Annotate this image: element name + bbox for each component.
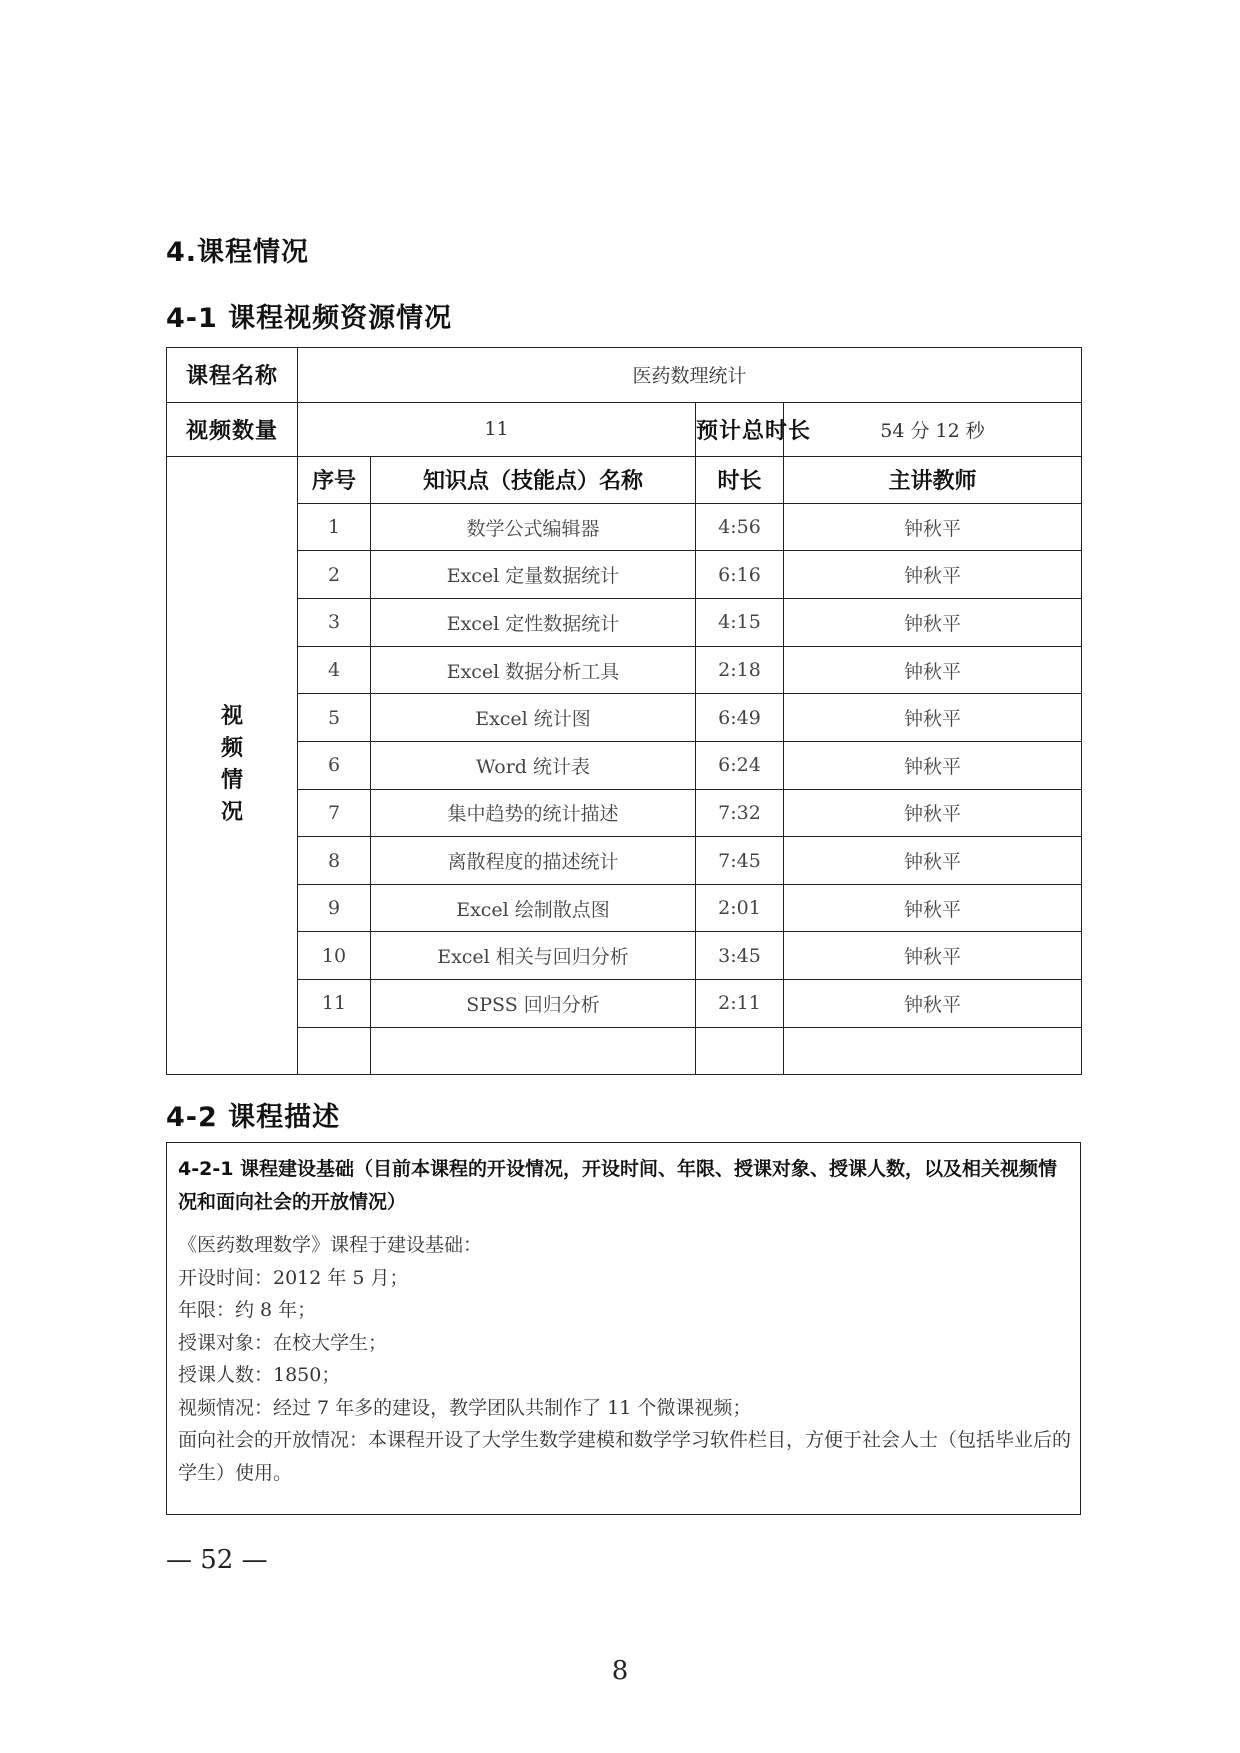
side-label-char: 频	[220, 736, 243, 762]
video-count-row	[167, 402, 1082, 456]
video-table-header-row	[167, 456, 1082, 503]
header-teacher: 主讲教师	[784, 456, 1082, 503]
cell-name: 数学公式编辑器	[371, 503, 696, 551]
cell-no: 6	[298, 741, 371, 789]
cell-name: Excel 相关与回归分析	[371, 932, 696, 980]
table-row	[167, 599, 1082, 647]
cell-no: 4	[298, 646, 371, 694]
cell-duration: 6:24	[696, 741, 784, 789]
cell-teacher: 钟秋平	[784, 980, 1082, 1028]
course-name-row	[167, 348, 1082, 403]
cell-name: Excel 绘制散点图	[371, 884, 696, 932]
cell-name: 离散程度的描述统计	[371, 837, 696, 885]
cell-duration: 2:01	[696, 884, 784, 932]
cell-duration: 6:16	[696, 551, 784, 599]
cell-teacher: 钟秋平	[784, 741, 1082, 789]
cell-name: Word 统计表	[371, 741, 696, 789]
cell-duration: 2:11	[696, 980, 784, 1028]
cell-no: 1	[298, 503, 371, 551]
course-description-box	[166, 1142, 1081, 1515]
cell-name	[371, 1027, 696, 1074]
cell-no: 7	[298, 789, 371, 837]
description-body	[178, 1229, 1073, 1489]
subsection-title-video: 4-1 课程视频资源情况	[166, 303, 453, 334]
page-mark: — 52 —	[166, 1545, 268, 1575]
description-line: 年限：约 8 年；	[178, 1299, 317, 1321]
table-row	[167, 837, 1082, 885]
page-number: 8	[611, 1656, 629, 1686]
cell-name: Excel 数据分析工具	[371, 646, 696, 694]
description-line: 授课对象：在校大学生；	[178, 1331, 388, 1354]
header-duration: 时长	[696, 456, 784, 503]
table-row	[167, 551, 1082, 599]
side-label-char: 视	[220, 704, 243, 730]
video-section-side-label	[167, 456, 298, 1074]
cell-no: 11	[298, 980, 371, 1028]
cell-duration	[696, 1027, 784, 1074]
cell-teacher: 钟秋平	[784, 932, 1082, 980]
cell-duration: 4:56	[696, 503, 784, 551]
empty-row	[167, 1027, 1082, 1074]
cell-no: 5	[298, 694, 371, 742]
cell-teacher: 钟秋平	[784, 646, 1082, 694]
course-name-value: 医药数理统计	[298, 348, 1082, 403]
cell-name: Excel 定量数据统计	[371, 551, 696, 599]
cell-teacher: 钟秋平	[784, 551, 1082, 599]
description-line: 授课人数：1850；	[178, 1364, 341, 1386]
cell-no: 9	[298, 884, 371, 932]
table-row	[167, 932, 1082, 980]
cell-duration: 4:15	[696, 599, 784, 647]
cell-name: Excel 统计图	[371, 694, 696, 742]
total-duration-label: 预计总时长	[696, 402, 784, 456]
table-row	[167, 646, 1082, 694]
description-line: 开设时间：2012 年 5 月；	[178, 1266, 409, 1289]
table-row	[167, 789, 1082, 837]
cell-duration: 7:32	[696, 789, 784, 837]
subsection-title-description: 4-2 课程描述	[166, 1102, 341, 1133]
header-no: 序号	[298, 456, 371, 503]
video-resource-table	[166, 347, 1082, 1075]
table-row	[167, 503, 1082, 551]
cell-duration: 6:49	[696, 694, 784, 742]
cell-duration: 3:45	[696, 932, 784, 980]
cell-duration: 2:18	[696, 646, 784, 694]
course-name-label: 课程名称	[167, 348, 298, 403]
video-count-label: 视频数量	[167, 402, 298, 456]
section-title: 4.课程情况	[166, 237, 310, 268]
video-count-value: 11	[298, 402, 696, 456]
description-heading: 4-2-1 课程建设基础（目前本课程的开设情况，开设时间、年限、授课对象、授课人数，以及相关视频情况和面向社会的开放情况）	[178, 1158, 1058, 1213]
cell-no: 3	[298, 599, 371, 647]
cell-no	[298, 1027, 371, 1074]
cell-teacher: 钟秋平	[784, 503, 1082, 551]
description-line: 视频情况：经过 7 年多的建设，教学团队共制作了 11 个微课视频；	[178, 1396, 752, 1419]
cell-teacher	[784, 1027, 1082, 1074]
total-duration-value: 54 分 12 秒	[784, 402, 1082, 456]
table-row	[167, 694, 1082, 742]
cell-duration: 7:45	[696, 837, 784, 885]
table-row	[167, 884, 1082, 932]
cell-name: 集中趋势的统计描述	[371, 789, 696, 837]
cell-no: 2	[298, 551, 371, 599]
cell-teacher: 钟秋平	[784, 884, 1082, 932]
side-label-char: 况	[220, 800, 243, 826]
cell-name: SPSS 回归分析	[371, 980, 696, 1028]
cell-name: Excel 定性数据统计	[371, 599, 696, 647]
table-row	[167, 741, 1082, 789]
cell-teacher: 钟秋平	[784, 599, 1082, 647]
side-label-char: 情	[220, 768, 243, 794]
cell-teacher: 钟秋平	[784, 694, 1082, 742]
cell-no: 8	[298, 837, 371, 885]
cell-teacher: 钟秋平	[784, 789, 1082, 837]
header-knowledge-point: 知识点（技能点）名称	[371, 456, 696, 503]
cell-no: 10	[298, 932, 371, 980]
cell-teacher: 钟秋平	[784, 837, 1082, 885]
description-line: 面向社会的开放情况：本课程开设了大学生数学建模和数学学习软件栏目，方便于社会人士（包括毕业后的学生）使用。	[178, 1429, 1072, 1484]
table-row	[167, 980, 1082, 1028]
description-line: 《医药数理数学》课程于建设基础：	[178, 1234, 483, 1256]
